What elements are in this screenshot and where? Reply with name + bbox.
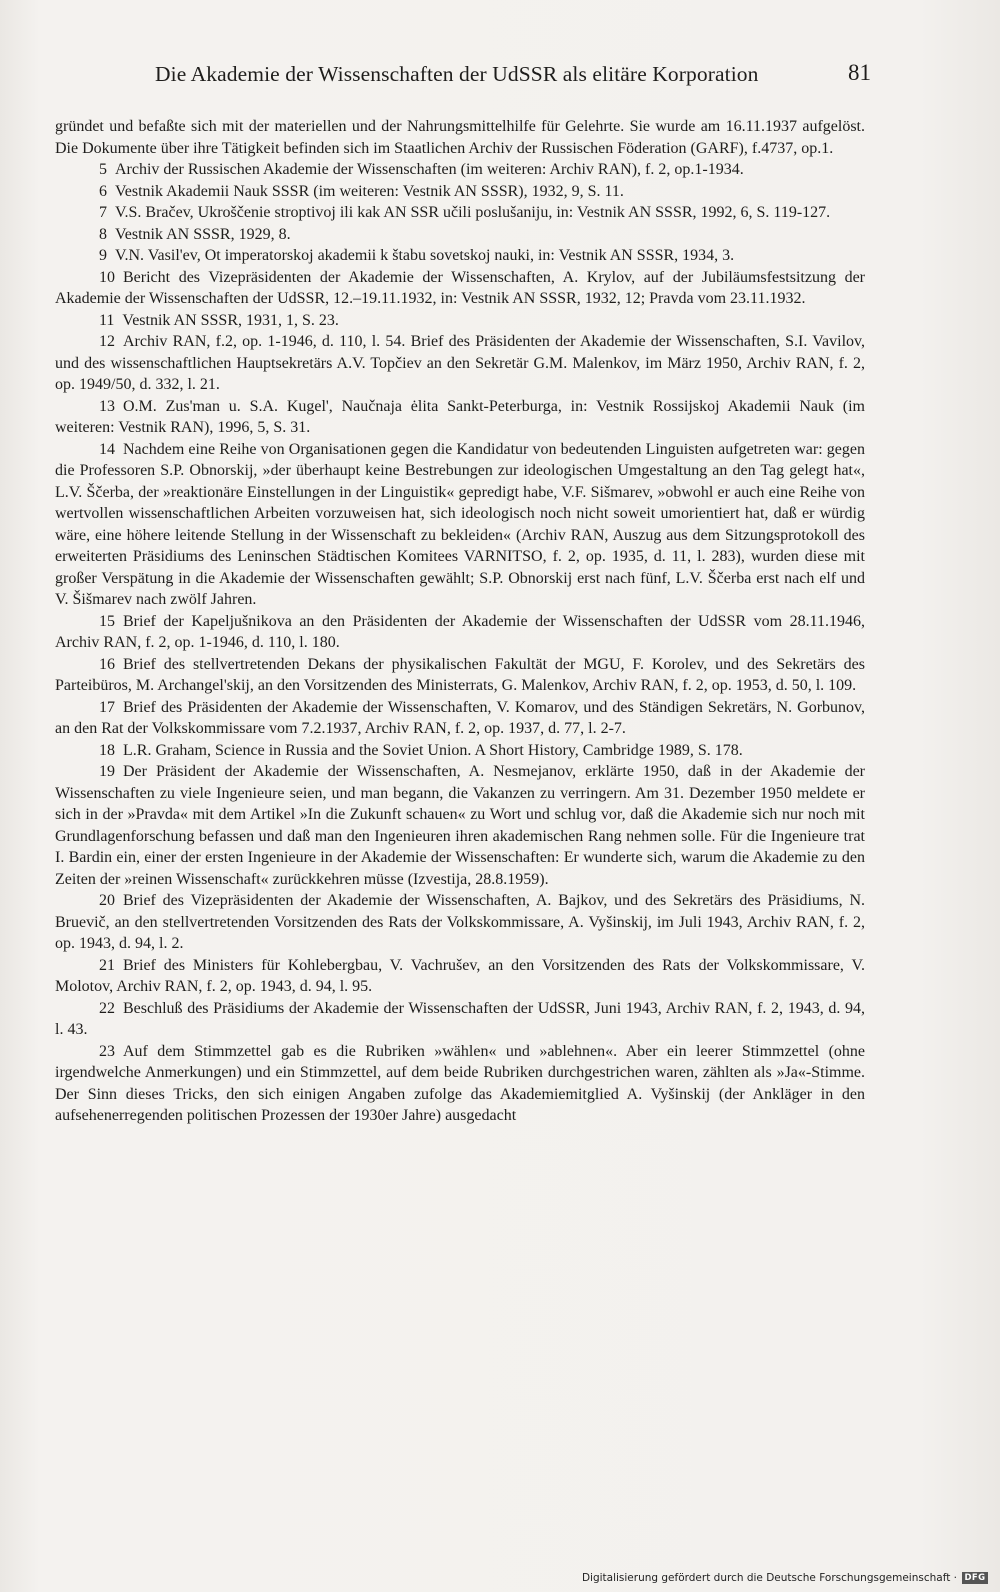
footnote-number: 11 [99, 311, 115, 329]
footnote-6 [55, 181, 865, 203]
footnote-19 [55, 761, 865, 890]
footnote-number: 15 [99, 612, 115, 630]
footnote-number: 7 [99, 204, 107, 221]
footnote-text: Bericht des Vizepräsidenten der Akademie der Wissenschaften, A. Krylov, auf der Jubiläumsfestsitzung der Akademie der Wissenschaften der UdSSR, 12.–19.11.1932, in: Vestnik AN SSSR, 1932, 12; Pravda vom 23.11.1932. [55, 268, 865, 307]
footnote-number: 6 [99, 182, 107, 200]
digitization-footer [582, 1570, 988, 1586]
footnote-number: 18 [99, 741, 115, 759]
dfg-logo-icon: DFG [962, 1572, 988, 1584]
footnote-text: Vestnik AN SSSR, 1929, 8. [115, 225, 291, 243]
page-number: 81 [848, 60, 871, 85]
footer-text: Digitalisierung gefördert durch die Deutsche Forschungsgemeinschaft · [581, 1572, 957, 1584]
footnote-text: Vestnik Akademii Nauk SSSR (im weiteren: Vestnik AN SSSR), 1932, 9, S. 11. [115, 182, 624, 200]
footnote-15 [55, 611, 865, 654]
footnote-number: 23 [99, 1042, 115, 1060]
footnote-22 [55, 998, 865, 1041]
footnote-23 [55, 1041, 865, 1127]
footnote-text: Archiv der Russischen Akademie der Wissenschaften (im weiteren: Archiv RAN), f. 2, op.1-1934. [115, 161, 744, 178]
footnote-7 [55, 202, 865, 224]
footnote-text: O.M. Zus'man u. S.A. Kugel', Naučnaja ėlita Sankt-Peterburga, in: Vestnik Rossijskoj Akademii Nauk (im weiteren: Vestnik RAN), 1996, 5, S. 31. [55, 397, 865, 436]
footnote-number: 13 [99, 397, 115, 415]
footnote-number: 17 [99, 698, 115, 716]
footnote-text: Beschluß des Präsidiums der Akademie der Wissenschaften der UdSSR, Juni 1943, Archiv RAN, f. 2, 1943, d. 94, l. 43. [55, 999, 865, 1038]
footnote-number: 14 [99, 440, 115, 458]
footnote-number: 21 [99, 956, 115, 974]
footnote-text: Brief des stellvertretenden Dekans der physikalischen Fakultät der MGU, F. Korolev, und des Sekretärs des Parteibüros, M. Archangel'skij, an den Vorsitzenden des Ministerrats, G. Malenkov, Archiv RAN, f. 2, op. 1953, d. 50, l. 109. [55, 655, 865, 694]
footnote-16 [55, 654, 865, 697]
footnote-17 [55, 697, 865, 740]
footnote-5 [55, 159, 865, 181]
footnote-number: 22 [99, 999, 115, 1017]
footnote-text: V.N. Vasil'ev, Ot imperatorskoj akademii k štabu sovetskoj nauki, in: Vestnik AN SSSR, 1934, 3. [115, 247, 735, 264]
footnote-10 [55, 267, 865, 310]
footnote-9 [55, 245, 865, 267]
footnote-text: Brief der Kapeljušnikova an den Präsidenten der Akademie der Wissenschaften der UdSSR vom 28.11.1946, Archiv RAN, f. 2, op. 1-1946, d. 110, l. 180. [55, 612, 865, 651]
footnote-number: 12 [99, 333, 115, 350]
footnote-18 [55, 740, 865, 762]
footnote-number: 16 [99, 655, 115, 673]
footnote-text: Brief des Präsidenten der Akademie der Wissenschaften, V. Komarov, und des Ständigen Sekretärs, N. Gorbunov, an den Rat der Volkskommissare vom 7.2.1937, Archiv RAN, f. 2, op. 1937, d. 77, l. 2-7. [55, 698, 865, 737]
page-title: Die Akademie der Wissenschaften der UdSSR als elitäre Korporation [155, 62, 759, 86]
footnote-text: Der Präsident der Akademie der Wissenschaften, A. Nesmejanov, erklärte 1950, daß in der Akademie der Wissenschaften zu viele Ingenieure seien, und man begann, die Vakanzen zu verringern. Am 31. Dezember 1950 meldete er sich in der »Pravda« mit dem Artikel »In die Zukunft schauen« zu Wort und schlug vor, daß die Akademie sich nur noch mit Grundlagenforschung befassen und daß man den Ingenieuren ihren akademischen Rang nehmen solle. Für die Ingenieure trat I. Bardin ein, einer der ersten Ingenieure in der Akademie der Wissenschaften: Er wunderte sich, warum die Akademie zu den Zeiten der »reinen Wissenschaft« zurückkehren müsse (Izvestija, 28.8.1959). [55, 763, 865, 888]
footnote-text: L.R. Graham, Science in Russia and the Soviet Union. A Short History, Cambridge 1989, S. 178. [123, 741, 743, 759]
footnotes-section [55, 116, 865, 1127]
running-head [55, 58, 871, 94]
footnote-text: Brief des Ministers für Kohlebergbau, V. Vachrušev, an den Vorsitzenden des Rats der Volkskommissare, V. Molotov, Archiv RAN, f. 2, op. 1943, d. 94, l. 95. [55, 956, 865, 995]
footnote-text: Brief des Vizepräsidenten der Akademie der Wissenschaften, A. Bajkov, und des Sekretärs des Präsidiums, N. Bruevič, an den stellvertretenden Vorsitzenden des Rats der Volkskommissare, A. Vyšinskij, im Juli 1943, Archiv RAN, f. 2, op. 1943, d. 94, l. 2. [55, 892, 865, 952]
footnote-11 [55, 310, 865, 332]
footnote-number: 9 [99, 247, 107, 264]
footnote-number: 10 [99, 268, 115, 286]
footnote-continuation: gründet und befaßte sich mit der materiellen und der Nahrungsmittelhilfe für Gelehrte. Sie wurde am 16.11.1937 aufgelöst. Die Dokumente über ihre Tätigkeit befinden sich im Staatlichen Archiv der Russischen Föderation (GARF), f.4737, op.1. [55, 118, 865, 157]
footnote-12 [55, 331, 865, 396]
footnote-21 [55, 955, 865, 998]
footnote-text: Auf dem Stimmzettel gab es die Rubriken »wählen« und »ablehnen«. Aber ein leerer Stimmzettel (ohne irgendwelche Anmerkungen) und ein Stimmzettel, auf dem beide Rubriken durchgestrichen waren, zählten als »Ja«-Stimme. Der Sinn dieses Tricks, den sich einigen Angaben zufolge das Akademiemitglied A. Vyšinskij (der Ankläger in den aufsehenerregenden politischen Prozessen der 1930er Jahre) ausgedacht [55, 1042, 865, 1124]
footnote-text: Archiv RAN, f.2, op. 1-1946, d. 110, l. 54. Brief des Präsidenten der Akademie der Wissenschaften, S.I. Vavilov, und des wissenschaftlichen Hauptsekretärs A.V. Topčiev an den Sekretär G.M. Malenkov, im März 1950, Archiv RAN, f. 2, op. 1949/50, d. 332, l. 21. [55, 333, 865, 393]
footnote-number: 8 [99, 225, 107, 243]
footnote-number: 19 [99, 763, 115, 780]
footnote-8 [55, 224, 865, 246]
footnote-text: V.S. Bračev, Ukroščenie stroptivoj ili kak AN SSR učili poslušaniju, in: Vestnik AN SSSR, 1992, 6, S. 119-127. [115, 204, 831, 221]
footnote-number: 5 [99, 161, 107, 178]
footnote-text: Nachdem eine Reihe von Organisationen gegen die Kandidatur von bedeutenden Linguisten aufgetreten war: gegen die Professoren S.P. Obnorskij, »der überhaupt keine Bestrebungen zur ideologischen Umgestaltung an den Tag gelegt hat«, L.V. Ščerba, der »reaktionäre Einstellungen in der Linguistik« gepredigt habe, V.F. Sišmarev, »obwohl er auch eine Reihe von wertvollen wissenschaftlichen Arbeiten vorzuweisen hat, sich ideologisch noch nicht soweit umorientiert hat, daß er würdig wäre, eine höhere leitende Stellung in der Wissenschaft zu bekleiden« (Archiv RAN, Auszug aus dem Sitzungsprotokoll des erweiterten Präsidiums des Leninschen Städtischen Komitees VARNITSO, f. 2, op. 1935, d. 11, l. 283), wurden diese mit großer Verspätung in die Akademie der Wissenschaften gewählt; S.P. Obnorskij erst nach fünf, L.V. Ščerba erst nach elf und V. Šišmarev nach zwölf Jahren. [55, 440, 865, 608]
footnote-13 [55, 396, 865, 439]
footnote-text: Vestnik AN SSSR, 1931, 1, S. 23. [122, 311, 339, 329]
footnote-14 [55, 439, 865, 611]
footnote-20 [55, 890, 865, 955]
footnote-number: 20 [99, 892, 115, 909]
